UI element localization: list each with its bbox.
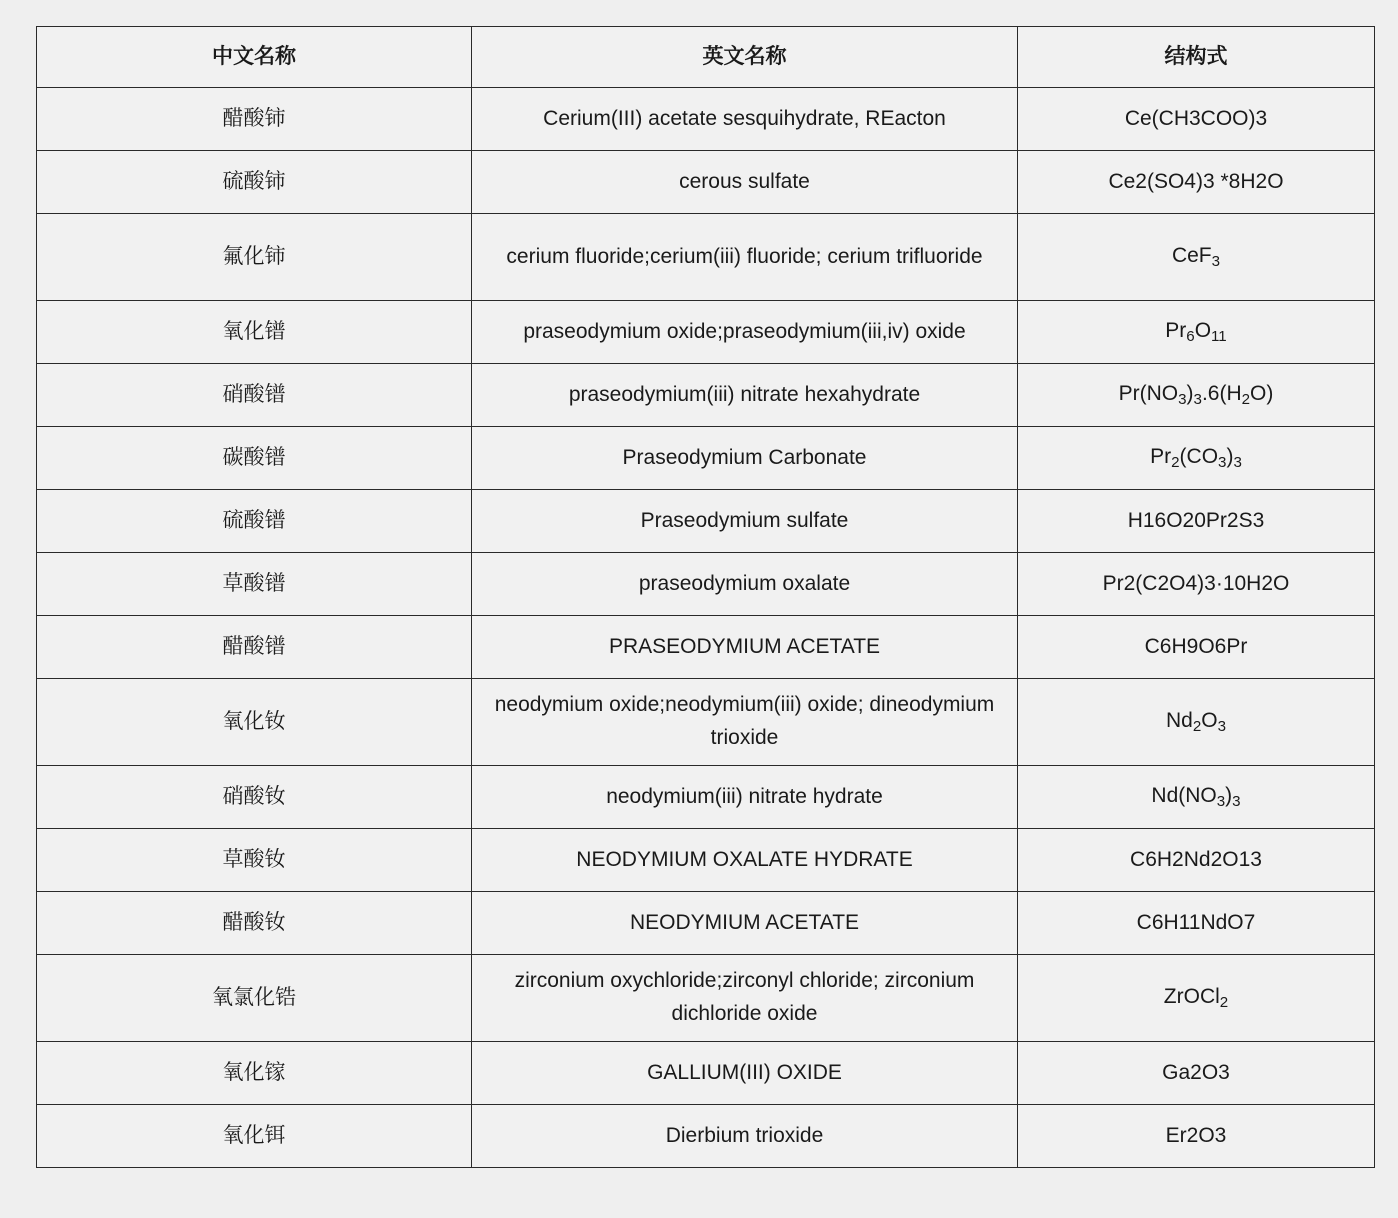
cell-formula: C6H9O6Pr bbox=[1018, 616, 1375, 679]
cell-formula: $Nd(NO_3)_3$ bbox=[1018, 766, 1375, 829]
cell-english-name: Cerium(III) acetate sesquihydrate, REacton bbox=[472, 88, 1018, 151]
cell-english-name: praseodymium oxide;praseodymium(iii,iv) oxide bbox=[472, 301, 1018, 364]
table-row bbox=[37, 766, 1375, 829]
cell-formula: $Pr_2(CO_3)_3$ bbox=[1018, 427, 1375, 490]
chemicals-table bbox=[36, 26, 1375, 1168]
table-row bbox=[37, 364, 1375, 427]
cell-formula: Ga2O3 bbox=[1018, 1042, 1375, 1105]
cell-english-name: neodymium oxide;neodymium(iii) oxide; dineodymium trioxide bbox=[472, 679, 1018, 766]
cell-english-name: Praseodymium Carbonate bbox=[472, 427, 1018, 490]
cell-english-name: zirconium oxychloride;zirconyl chloride; zirconium dichloride oxide bbox=[472, 955, 1018, 1042]
cell-chinese-name: 氧化铒 bbox=[37, 1105, 472, 1168]
table-row bbox=[37, 829, 1375, 892]
cell-chinese-name: 醋酸钕 bbox=[37, 892, 472, 955]
cell-english-name: praseodymium(iii) nitrate hexahydrate bbox=[472, 364, 1018, 427]
cell-chinese-name: 草酸钕 bbox=[37, 829, 472, 892]
cell-formula: C6H11NdO7 bbox=[1018, 892, 1375, 955]
cell-chinese-name: 氧化镨 bbox=[37, 301, 472, 364]
table-body bbox=[37, 88, 1375, 1168]
cell-chinese-name: 硝酸镨 bbox=[37, 364, 472, 427]
cell-formula: C6H2Nd2O13 bbox=[1018, 829, 1375, 892]
cell-formula: $Pr(NO_3)_3.6(H_2O)$ bbox=[1018, 364, 1375, 427]
cell-formula: Ce(CH3COO)3 bbox=[1018, 88, 1375, 151]
table-row bbox=[37, 616, 1375, 679]
cell-chinese-name: 氧化钕 bbox=[37, 679, 472, 766]
cell-english-name: cerous sulfate bbox=[472, 151, 1018, 214]
cell-chinese-name: 醋酸镨 bbox=[37, 616, 472, 679]
cell-chinese-name: 硫酸镨 bbox=[37, 490, 472, 553]
table-header-row bbox=[37, 27, 1375, 88]
table-row bbox=[37, 214, 1375, 301]
table-row bbox=[37, 1042, 1375, 1105]
table-row bbox=[37, 88, 1375, 151]
cell-formula: Ce2(SO4)3 *8H2O bbox=[1018, 151, 1375, 214]
column-header-english-name: 英文名称 bbox=[472, 27, 1018, 88]
table-row bbox=[37, 301, 1375, 364]
cell-chinese-name: 氧氯化锆 bbox=[37, 955, 472, 1042]
table-row bbox=[37, 490, 1375, 553]
cell-english-name: Praseodymium sulfate bbox=[472, 490, 1018, 553]
cell-english-name: NEODYMIUM ACETATE bbox=[472, 892, 1018, 955]
cell-english-name: GALLIUM(III) OXIDE bbox=[472, 1042, 1018, 1105]
cell-formula: $Pr_6O_{11}$ bbox=[1018, 301, 1375, 364]
cell-chinese-name: 氧化镓 bbox=[37, 1042, 472, 1105]
cell-formula: Er2O3 bbox=[1018, 1105, 1375, 1168]
cell-english-name: PRASEODYMIUM ACETATE bbox=[472, 616, 1018, 679]
cell-formula: $Nd_2O_3$ bbox=[1018, 679, 1375, 766]
table-row bbox=[37, 151, 1375, 214]
cell-chinese-name: 碳酸镨 bbox=[37, 427, 472, 490]
table-header bbox=[37, 27, 1375, 88]
cell-formula: Pr2(C2O4)3·10H2O bbox=[1018, 553, 1375, 616]
cell-formula: ZrOCl$_2$ bbox=[1018, 955, 1375, 1042]
cell-english-name: praseodymium oxalate bbox=[472, 553, 1018, 616]
cell-formula: H16O20Pr2S3 bbox=[1018, 490, 1375, 553]
table-row bbox=[37, 679, 1375, 766]
table-row bbox=[37, 1105, 1375, 1168]
cell-chinese-name: 草酸镨 bbox=[37, 553, 472, 616]
cell-chinese-name: 醋酸铈 bbox=[37, 88, 472, 151]
cell-english-name: neodymium(iii) nitrate hydrate bbox=[472, 766, 1018, 829]
cell-english-name: NEODYMIUM OXALATE HYDRATE bbox=[472, 829, 1018, 892]
cell-chinese-name: 硫酸铈 bbox=[37, 151, 472, 214]
column-header-formula: 结构式 bbox=[1018, 27, 1375, 88]
cell-formula: CeF$_3$ bbox=[1018, 214, 1375, 301]
cell-chinese-name: 硝酸钕 bbox=[37, 766, 472, 829]
table-row bbox=[37, 553, 1375, 616]
table-row bbox=[37, 892, 1375, 955]
table-row bbox=[37, 427, 1375, 490]
cell-english-name: Dierbium trioxide bbox=[472, 1105, 1018, 1168]
column-header-chinese-name: 中文名称 bbox=[37, 27, 472, 88]
table-row bbox=[37, 955, 1375, 1042]
cell-english-name: cerium fluoride;cerium(iii) fluoride; cerium trifluoride bbox=[472, 214, 1018, 301]
cell-chinese-name: 氟化铈 bbox=[37, 214, 472, 301]
